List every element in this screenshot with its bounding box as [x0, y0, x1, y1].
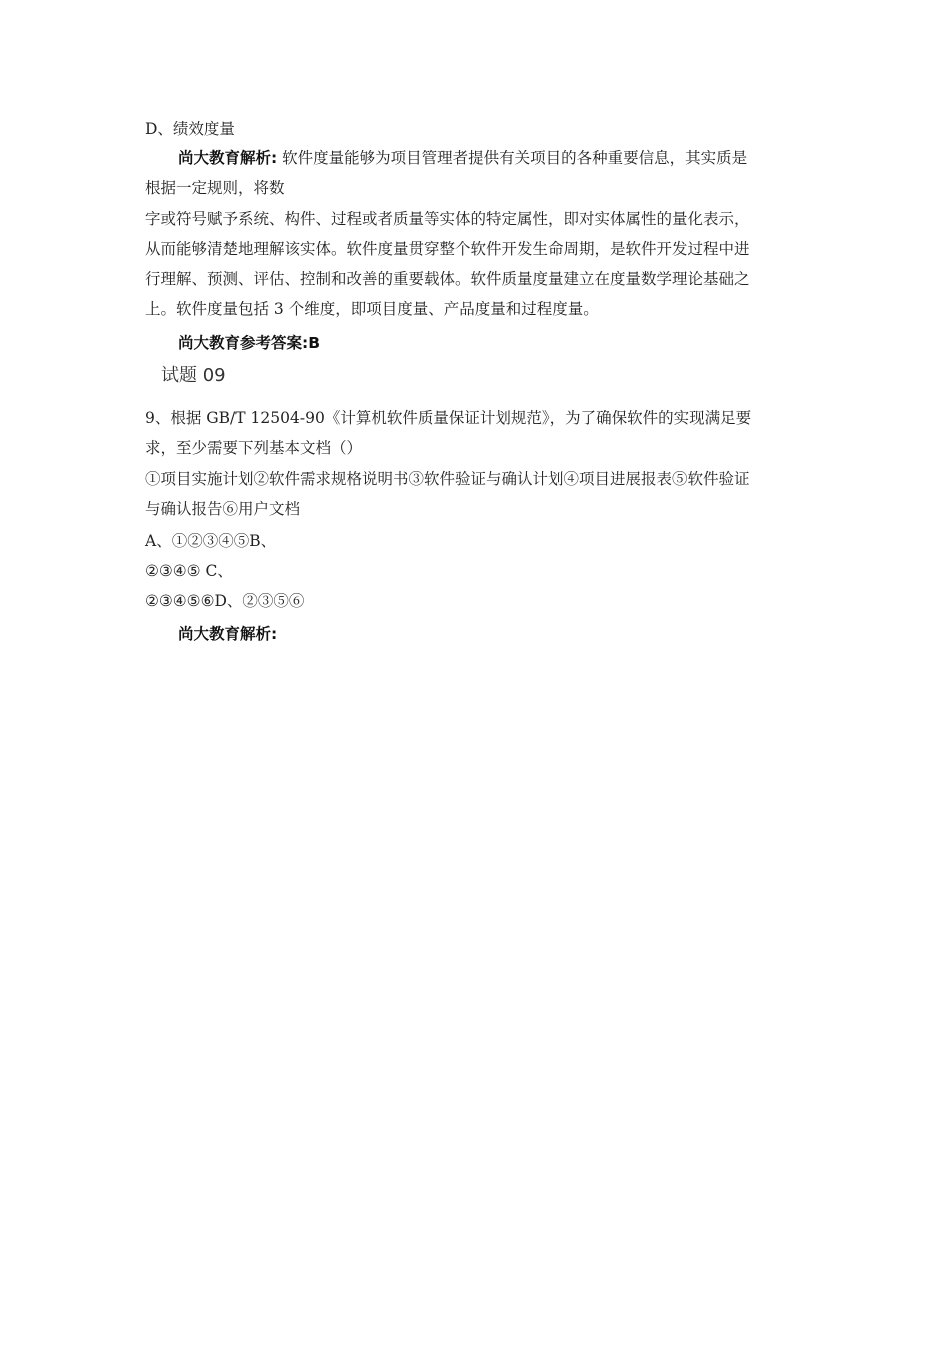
option-d: D、绩效度量: [145, 120, 235, 138]
question-stem-line: 求，至少需要下列基本文档（）: [145, 439, 363, 457]
question-items-line: 与确认报告⑥用户文档: [145, 500, 301, 518]
question-option-line: ②③④⑤⑥D、②③⑤⑥: [145, 592, 305, 610]
question-option-line: A、①②③④⑤B、: [145, 532, 277, 550]
analysis-paragraph-first-line: [178, 148, 838, 168]
analysis-line: 根据一定规则，将数: [145, 179, 285, 197]
reference-answer: 尚大教育参考答案:B: [178, 334, 321, 352]
question-stem-line: 9、根据 GB/T 12504-90《计算机软件质量保证计划规范》，为了确保软件的实现满足要: [145, 409, 752, 427]
question-option-line: ②③④⑤ C、: [145, 562, 233, 580]
analysis-label: 尚大教育解析:: [178, 149, 278, 167]
analysis-line: 字或符号赋予系统、构件、过程或者质量等实体的特定属性，即对实体属性的量化表示，: [145, 210, 750, 228]
analysis-line: 上。软件度量包括 3 个维度，即项目度量、产品度量和过程度量。: [145, 300, 599, 318]
question-title: 试题 09: [161, 365, 226, 386]
question-analysis-label: 尚大教育解析:: [178, 625, 278, 643]
analysis-line: 行理解、预测、评估、控制和改善的重要载体。软件质量度量建立在度量数学理论基础之: [145, 270, 750, 288]
question-items-line: ①项目实施计划②软件需求规格说明书③软件验证与确认计划④项目进展报表⑤软件验证: [145, 470, 750, 488]
analysis-text: 软件度量能够为项目管理者提供有关项目的各种重要信息，其实质是: [277, 149, 748, 167]
analysis-line: 从而能够清楚地理解该实体。软件度量贯穿整个软件开发生命周期，是软件开发过程中进: [145, 240, 750, 258]
